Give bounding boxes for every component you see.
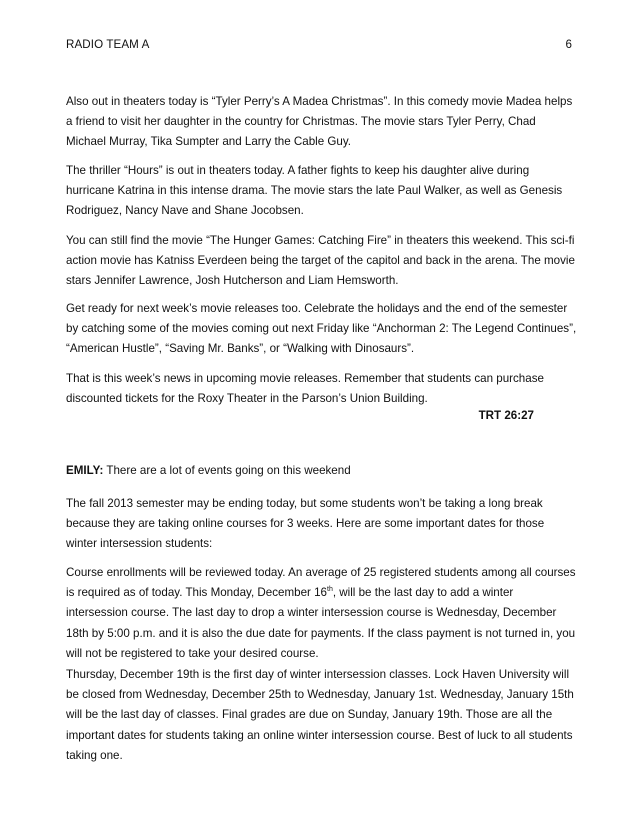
paragraph-hunger-games: You can still find the movie “The Hunger Games: Catching Fire” in theaters this weekend. This sci-fi action movie has Katniss Everdeen being the target of the capitol and back in the arena. The movie stars Jennifer Lawrence, Josh Hutcherson and Liam Hemsworth. [66, 234, 575, 288]
paragraph-fall-semester: The fall 2013 semester may be ending today, but some students won’t be taking a long break because they are taking online courses for 3 weeks. Here are some important dates for those winter intersession students: [66, 497, 545, 551]
page-number: 6 [565, 38, 572, 51]
paragraph-roxy-theater: That is this week’s news in upcoming movie releases. Remember that students can purchase discounted tickets for the Roxy Theater in the Parson’s Union Building. [66, 372, 544, 406]
ordinal-suffix: th [327, 586, 333, 594]
paragraph-next-week: Get ready for next week’s movie releases too. Celebrate the holidays and the end of the semester by catching some of the movies coming out next Friday like “Anchorman 2: The Legend Continues”, “American Hustle”, “Saving Mr. Banks”, or “Walking with Dinosaurs”. [66, 302, 577, 356]
trt-timestamp: TRT 26:27 [478, 409, 534, 422]
paragraph-emily [66, 461, 578, 481]
paragraph-course-enrollments [66, 563, 578, 664]
paragraph-intersession-dates: Thursday, December 19th is the first day of winter intersession classes. Lock Haven University will be closed from Wednesday, December 25th to Wednesday, January 1st. Wednesday, January 15th will be the last day of classes. Final grades are due on Sunday, January 19th. Those are all the important dates for students taking an online winter intersession course. Best of luck to all students taking one. [66, 668, 574, 762]
page-header [66, 38, 572, 54]
paragraph-madea: Also out in theaters today is “Tyler Perry’s A Madea Christmas”. In this comedy movie Madea helps a friend to visit her daughter in the country for Christmas. The movie stars Tyler Perry, Chad Michael Murray, Tika Sumpter and Larry the Cable Guy. [66, 95, 573, 149]
enrollment-text-part2: , will be the last day to add a winter intersession course. The last day to drop a winter intersession course is Wednesday, December 18th by 5:00 p.m. and it is also the due date for payments. If the class payment is not turned in, you will not be registered to take your desired course. [66, 586, 576, 660]
paragraph-hours: The thriller “Hours” is out in theaters today. A father fights to keep his daughter alive during hurricane Katrina in this intense drama. The movie stars the late Paul Walker, as well as Genesis Rodriguez, Nancy Nave and Shane Jocobsen. [66, 164, 563, 218]
header-title: RADIO TEAM A [66, 38, 150, 51]
speaker-label: EMILY: [66, 464, 104, 477]
speaker-line: There are a lot of events going on this weekend [103, 464, 351, 477]
enrollment-text-part1: Course enrollments will be reviewed today. An average of 25 registered students among all courses is required as of today. This Monday, December 16 [66, 566, 576, 600]
